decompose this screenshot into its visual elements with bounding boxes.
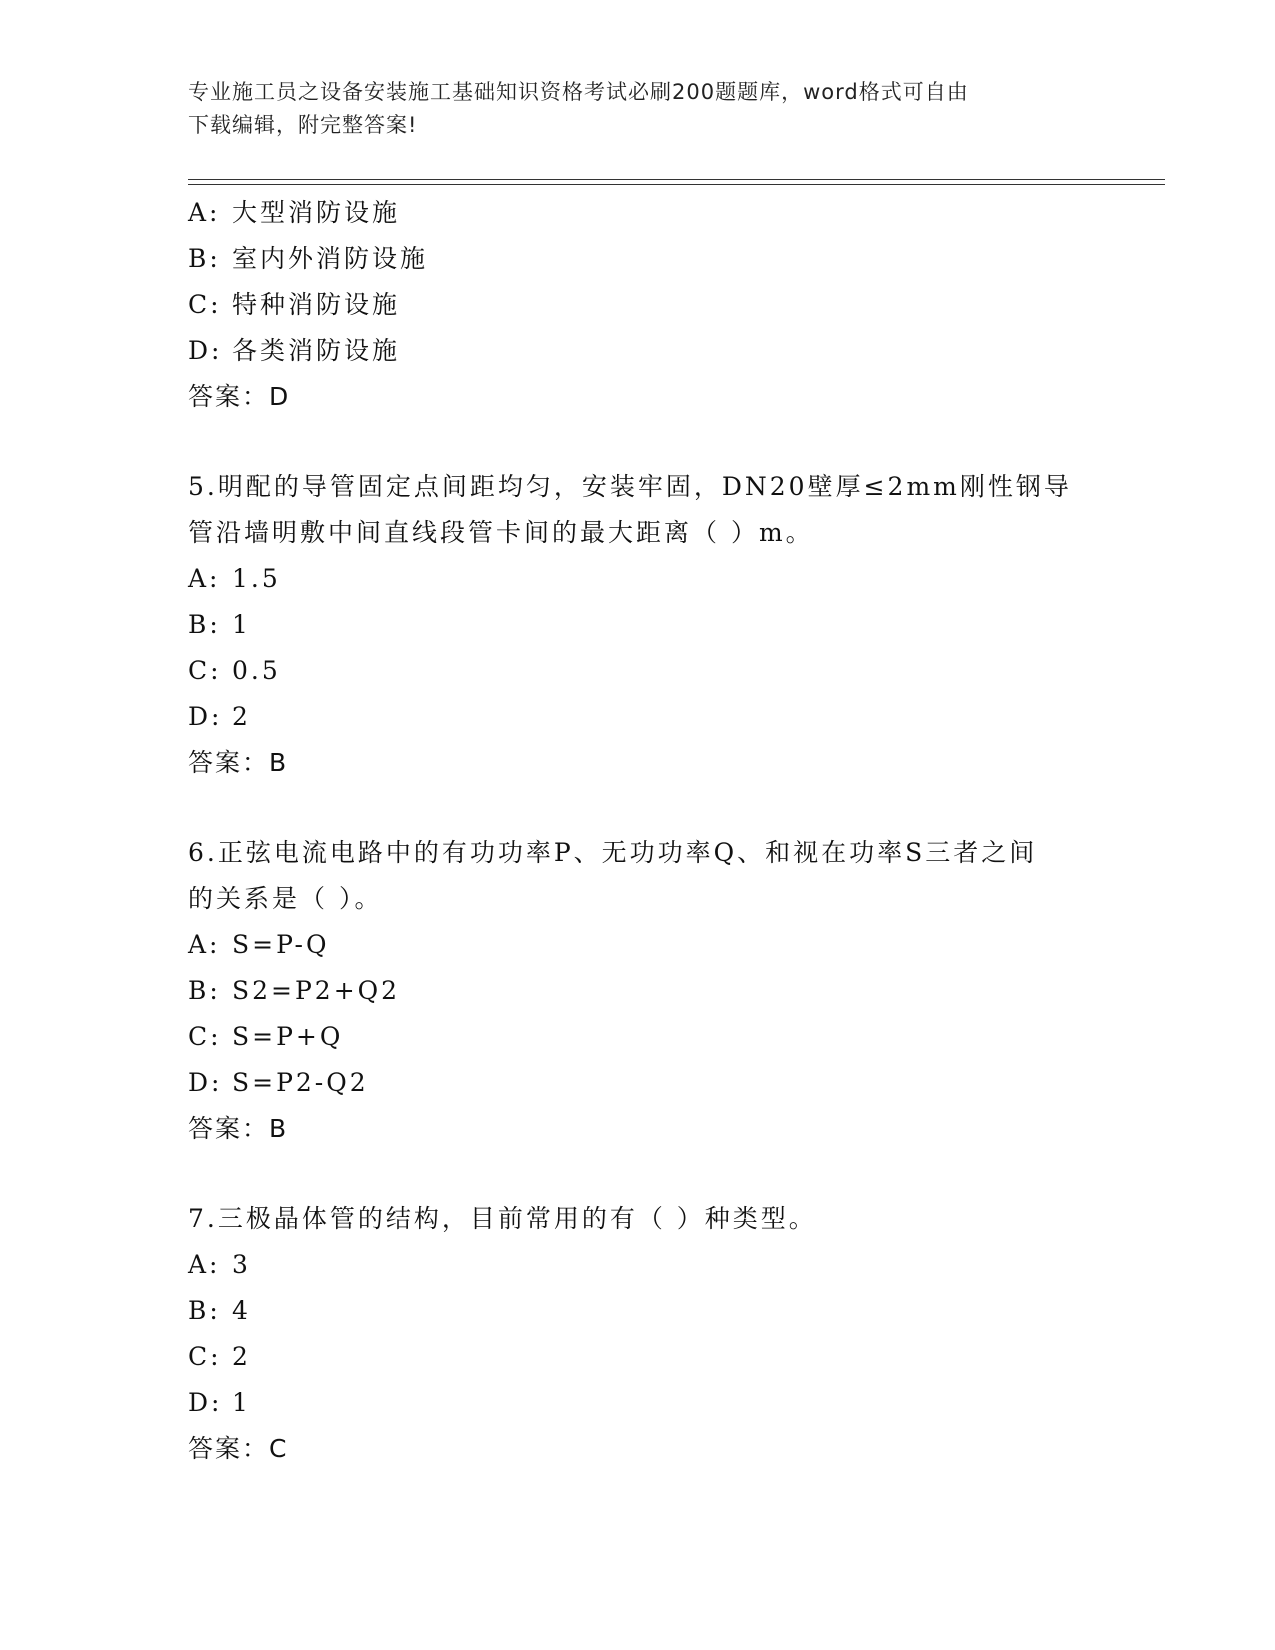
option-text: 1 (232, 610, 251, 639)
option-text: 1 (232, 1388, 251, 1417)
question-4 (188, 190, 1088, 420)
option-d (188, 694, 1088, 740)
answer-line: 答案：B (188, 748, 289, 777)
option-label: A: (188, 564, 221, 593)
option-a (188, 1242, 1088, 1288)
option-c (188, 282, 1088, 328)
header-title-line-1: 专业施工员之设备安装施工基础知识资格考试必刷200题题库，word格式可自由 (188, 80, 969, 104)
option-d (188, 1380, 1088, 1426)
option-label: B: (188, 244, 221, 273)
option-text: 4 (232, 1296, 251, 1325)
option-text: S2=P2+Q2 (232, 976, 401, 1005)
question-list (188, 190, 1088, 1472)
option-b (188, 1288, 1088, 1334)
question-text-line-2: 的关系是（ ）。 (188, 884, 383, 913)
document-header (188, 76, 1088, 142)
header-title-line-2: 下载编辑，附完整答案! (188, 113, 418, 137)
question-6 (188, 830, 1088, 1152)
question-5 (188, 464, 1088, 786)
option-text: S=P-Q (232, 930, 330, 959)
question-7 (188, 1196, 1088, 1472)
option-text: 2 (232, 1342, 251, 1371)
spacer (188, 1152, 1088, 1196)
option-text: 各类消防设施 (232, 336, 401, 365)
header-divider (188, 179, 1165, 185)
option-c (188, 648, 1088, 694)
option-label: B: (188, 1296, 221, 1325)
option-b (188, 968, 1088, 1014)
option-text: 0.5 (232, 656, 281, 685)
answer-line: 答案：D (188, 382, 291, 411)
option-b (188, 602, 1088, 648)
question-text-line-1: 5.明配的导管固定点间距均匀，安装牢固，DN20壁厚≤2mm刚性钢导 (188, 472, 1072, 501)
option-label: A: (188, 198, 221, 227)
question-text-line-1: 6.正弦电流电路中的有功功率P、无功功率Q、和视在功率S三者之间 (188, 838, 1038, 867)
option-label: A: (188, 930, 221, 959)
option-label: B: (188, 976, 221, 1005)
option-label: C: (188, 656, 222, 685)
question-text-line-2: 管沿墙明敷中间直线段管卡间的最大距离（ ）m。 (188, 518, 814, 547)
option-label: B: (188, 610, 221, 639)
option-label: C: (188, 290, 222, 319)
spacer (188, 420, 1088, 464)
option-a (188, 556, 1088, 602)
option-text: 特种消防设施 (232, 290, 401, 319)
option-label: A: (188, 1250, 221, 1279)
option-text: S=P2-Q2 (232, 1068, 369, 1097)
option-c (188, 1334, 1088, 1380)
spacer (188, 786, 1088, 830)
option-label: D: (188, 702, 223, 731)
option-label: D: (188, 336, 223, 365)
option-text: 大型消防设施 (232, 198, 401, 227)
option-label: C: (188, 1342, 222, 1371)
option-label: D: (188, 1068, 223, 1097)
option-d (188, 1060, 1088, 1106)
option-text: S=P+Q (232, 1022, 344, 1051)
option-label: D: (188, 1388, 223, 1417)
option-text: 2 (232, 702, 251, 731)
option-text: 室内外消防设施 (232, 244, 429, 273)
question-text-line-1: 7.三极晶体管的结构，目前常用的有（ ）种类型。 (188, 1204, 817, 1233)
option-label: C: (188, 1022, 222, 1051)
option-b (188, 236, 1088, 282)
option-text: 3 (232, 1250, 251, 1279)
answer-line: 答案：C (188, 1434, 289, 1463)
option-c (188, 1014, 1088, 1060)
option-text: 1.5 (232, 564, 281, 593)
option-a (188, 190, 1088, 236)
option-a (188, 922, 1088, 968)
answer-line: 答案：B (188, 1114, 289, 1143)
option-d (188, 328, 1088, 374)
